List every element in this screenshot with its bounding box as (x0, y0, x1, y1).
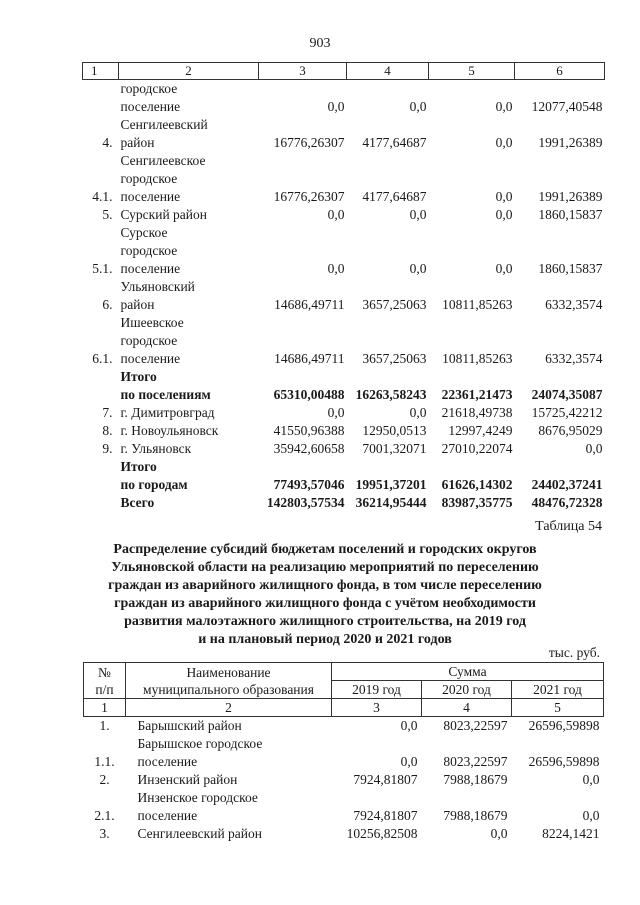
value-col3: 142803,57534 (266, 495, 345, 510)
header-number: № п/п (84, 663, 126, 699)
row-number (83, 368, 119, 404)
value-2019: 0,0 (400, 754, 418, 769)
value-col3: 0,0 (327, 261, 345, 276)
column-index-row (84, 699, 604, 717)
row-name (119, 404, 259, 422)
value-col6: 1860,15837 (538, 261, 603, 276)
value-col4: 4177,64687 (362, 189, 427, 204)
value-col5: 10811,85263 (442, 351, 513, 366)
row-name (119, 368, 259, 404)
value-col5: 0,0 (495, 207, 513, 222)
row-number: 8. (102, 423, 113, 438)
row-number: 5. (102, 207, 113, 222)
value-col6: 15725,42212 (531, 405, 603, 420)
col-index: 5 (512, 699, 604, 717)
row-name-line: Сурский район (120, 207, 207, 222)
row-name-line: городское (120, 243, 178, 258)
row-number: 2. (99, 772, 110, 787)
table-row (83, 458, 605, 494)
row-name-line: городское (120, 333, 178, 348)
row-number (83, 494, 119, 512)
value-2019: 0,0 (400, 718, 418, 733)
table-row (83, 404, 605, 422)
value-col4: 19951,37201 (355, 477, 427, 492)
row-name-line: поселение (120, 261, 181, 276)
row-name (126, 771, 332, 789)
col-index: 2 (126, 699, 332, 717)
table-header-row (84, 663, 604, 681)
row-name (119, 278, 259, 314)
col-index: 5 (429, 63, 515, 80)
value-col6: 1991,26389 (538, 189, 603, 204)
value-2021: 26596,59898 (528, 718, 600, 733)
value-col3: 0,0 (327, 99, 345, 114)
table-title (70, 541, 580, 649)
value-col6: 6332,3574 (545, 297, 603, 312)
row-name-line: городское (120, 81, 178, 96)
row-number (83, 80, 119, 117)
value-col6: 24402,37241 (531, 477, 603, 492)
row-name-line: по городам (120, 477, 188, 492)
value-col6: 0,0 (585, 441, 603, 456)
value-col4: 3657,25063 (362, 297, 427, 312)
value-col6: 8676,95029 (538, 423, 603, 438)
row-name (119, 314, 259, 368)
row-name (126, 789, 332, 825)
col-index: 1 (84, 699, 126, 717)
row-name-line: Инзенский район (137, 772, 238, 787)
col-index: 4 (422, 699, 512, 717)
table-row (83, 278, 605, 314)
title-line: граждан из аварийного жилищного фонда, в том числе переселению (108, 578, 542, 593)
table-row (83, 224, 605, 278)
table-row (83, 314, 605, 368)
table-row (84, 735, 604, 771)
header-year: 2020 год (422, 681, 512, 699)
row-name-line: Сенгилеевское (120, 153, 206, 168)
table-row (83, 368, 605, 404)
row-name-line: Ульяновский (120, 279, 195, 294)
table-label: Таблица 54 (535, 519, 602, 534)
row-name (119, 422, 259, 440)
header-year: 2021 год (512, 681, 604, 699)
row-name-line: Сенгилеевский (120, 117, 208, 132)
subsidy-table-54 (83, 662, 604, 843)
page-number: 903 (309, 36, 331, 51)
row-name-line: Итого (120, 369, 157, 384)
row-number: 2.1. (94, 808, 115, 823)
table-row (83, 422, 605, 440)
value-col5: 83987,35775 (441, 495, 513, 510)
value-col3: 0,0 (327, 207, 345, 222)
row-name-line: район (120, 135, 155, 150)
col-index: 1 (83, 63, 119, 80)
value-2021: 0,0 (582, 808, 600, 823)
title-line: и на плановый период 2020 и 2021 годов (198, 632, 452, 647)
row-number: 9. (102, 441, 113, 456)
row-name-line: поселение (120, 189, 181, 204)
row-name-line: Барышский район (137, 718, 242, 733)
column-index-row (83, 63, 605, 80)
row-number: 7. (102, 405, 113, 420)
table-row (83, 494, 605, 512)
value-col4: 0,0 (409, 99, 427, 114)
value-col3: 16776,26307 (273, 189, 345, 204)
value-2020: 7988,18679 (443, 808, 508, 823)
value-2021: 8224,1421 (542, 826, 600, 841)
row-name (119, 224, 259, 278)
value-2020: 0,0 (490, 826, 508, 841)
value-col4: 4177,64687 (362, 135, 427, 150)
row-number: 5.1. (92, 261, 113, 276)
row-name-line: г. Новоульяновск (120, 423, 219, 438)
value-col5: 0,0 (495, 99, 513, 114)
value-col3: 0,0 (327, 405, 345, 420)
row-name (126, 735, 332, 771)
value-col4: 12950,0513 (362, 423, 427, 438)
value-col4: 0,0 (409, 405, 427, 420)
title-line: Распределение субсидий бюджетам поселений и городских округов (113, 542, 537, 557)
value-col4: 0,0 (409, 261, 427, 276)
header-sum: Сумма (332, 663, 604, 681)
row-name-line: Инзенское городское (137, 790, 258, 805)
table-row (83, 116, 605, 152)
value-col6: 12077,40548 (531, 99, 603, 114)
title-line: Ульяновской области на реализацию мероприятий по переселению (111, 560, 539, 575)
row-number: 4.1. (92, 189, 113, 204)
value-col3: 14686,49711 (274, 351, 345, 366)
value-col5: 0,0 (495, 135, 513, 150)
col-index: 3 (259, 63, 347, 80)
value-2020: 8023,22597 (443, 754, 508, 769)
value-col3: 41550,96388 (273, 423, 345, 438)
col-index: 6 (515, 63, 605, 80)
value-col4: 36214,95444 (355, 495, 427, 510)
units-label: тыс. руб. (548, 645, 600, 660)
value-col3: 14686,49711 (274, 297, 345, 312)
row-name (126, 717, 332, 736)
value-col5: 0,0 (495, 189, 513, 204)
row-name-line: Сенгилеевский район (137, 826, 262, 841)
row-name-line: Всего (120, 495, 155, 510)
header-year: 2019 год (332, 681, 422, 699)
col-index: 2 (119, 63, 259, 80)
table-row (83, 206, 605, 224)
table-row (84, 771, 604, 789)
row-name-line: по поселениям (120, 387, 211, 402)
value-col4: 7001,32071 (362, 441, 427, 456)
value-col3: 16776,26307 (273, 135, 345, 150)
title-line: граждан из аварийного жилищного фонда с учётом необходимости (114, 596, 536, 611)
col-index: 3 (332, 699, 422, 717)
row-number: 6.1. (92, 351, 113, 366)
row-number: 4. (102, 135, 113, 150)
row-name-line: городское (120, 171, 178, 186)
value-2021: 26596,59898 (528, 754, 600, 769)
value-2019: 7924,81807 (353, 772, 418, 787)
row-name-line: Сурское (120, 225, 168, 240)
col-index: 4 (347, 63, 429, 80)
row-name (119, 116, 259, 152)
row-name-line: поселение (120, 351, 181, 366)
row-name-line: Ишеевское (120, 315, 184, 330)
row-name-line: г. Ульяновск (120, 441, 192, 456)
title-line: развития малоэтажного жилищного строительства, на 2019 год (124, 614, 526, 629)
row-name-line: поселение (120, 99, 181, 114)
value-2020: 8023,22597 (443, 718, 508, 733)
value-col5: 22361,21473 (441, 387, 513, 402)
table-row (83, 440, 605, 458)
row-name-line: г. Димитровград (120, 405, 215, 420)
value-2020: 7988,18679 (443, 772, 508, 787)
value-col6: 1860,15837 (538, 207, 603, 222)
row-name (119, 206, 259, 224)
value-col5: 12997,4249 (448, 423, 513, 438)
value-col5: 21618,49738 (441, 405, 513, 420)
row-name-line: поселение (137, 754, 198, 769)
row-name (119, 152, 259, 206)
value-col3: 35942,60658 (273, 441, 345, 456)
row-name-line: Итого (120, 459, 157, 474)
table-row (83, 152, 605, 206)
row-name-line: поселение (137, 808, 198, 823)
header-name: Наименование муниципального образования (126, 663, 332, 699)
row-number: 6. (102, 297, 113, 312)
row-name (119, 80, 259, 117)
value-col5: 0,0 (495, 261, 513, 276)
subsidy-table-continued (82, 62, 605, 512)
row-name (119, 440, 259, 458)
value-col3: 77493,57046 (273, 477, 345, 492)
row-number (83, 458, 119, 494)
row-name (119, 494, 259, 512)
value-col6: 1991,26389 (538, 135, 603, 150)
row-name-line: Барышское городское (137, 736, 263, 751)
table-row (84, 825, 604, 843)
row-name (126, 825, 332, 843)
table-row (84, 717, 604, 736)
row-name (119, 458, 259, 494)
value-col4: 3657,25063 (362, 351, 427, 366)
value-col5: 27010,22074 (441, 441, 513, 456)
value-col4: 0,0 (409, 207, 427, 222)
value-col6: 48476,72328 (531, 495, 603, 510)
table-row (83, 80, 605, 117)
value-2021: 0,0 (582, 772, 600, 787)
value-col5: 10811,85263 (442, 297, 513, 312)
row-number: 1.1. (94, 754, 115, 769)
value-col6: 6332,3574 (545, 351, 603, 366)
value-col5: 61626,14302 (441, 477, 513, 492)
row-number: 3. (99, 826, 110, 841)
value-2019: 7924,81807 (353, 808, 418, 823)
value-col6: 24074,35087 (531, 387, 603, 402)
value-col4: 16263,58243 (355, 387, 427, 402)
row-name-line: район (120, 297, 155, 312)
table-row (84, 789, 604, 825)
value-2019: 10256,82508 (346, 826, 418, 841)
row-number: 1. (99, 718, 110, 733)
value-col3: 65310,00488 (273, 387, 345, 402)
